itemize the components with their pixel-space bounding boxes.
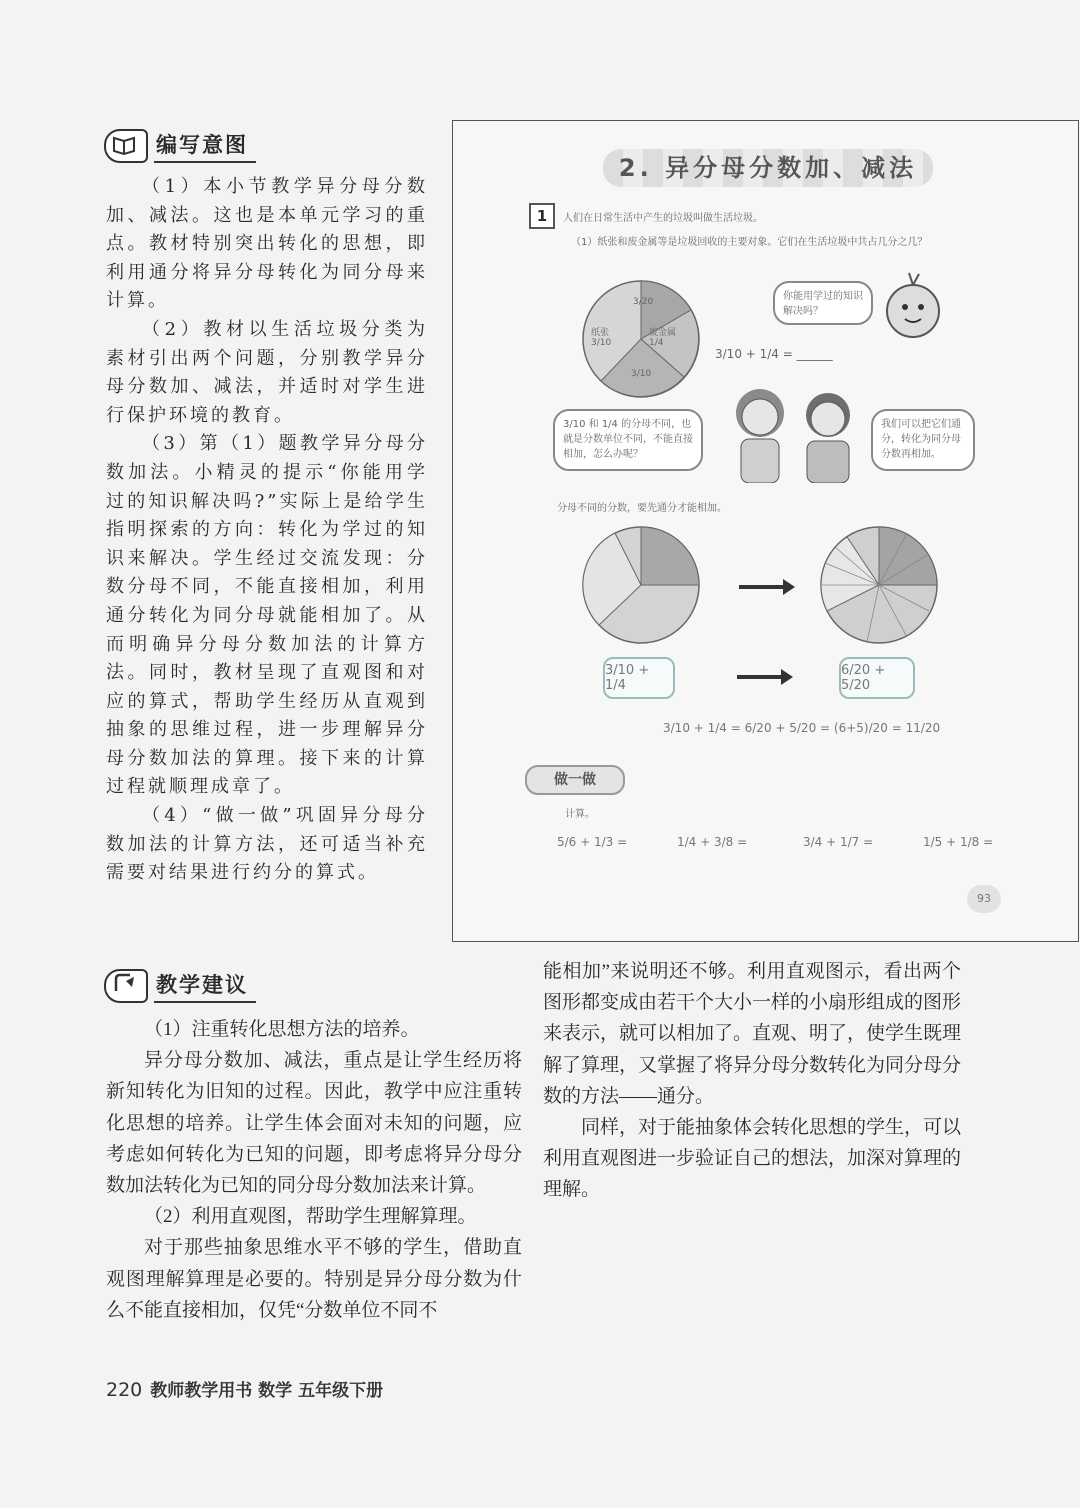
example-subquestion: （1）纸张和废金属等是垃圾回收的主要对象。它们在生活垃圾中共占几分之几？ [571,237,928,248]
suggestion-heading: （2）利用直观图，帮助学生理解算理。 [144,1206,477,1228]
pie-label: 3/20 [633,297,654,307]
boy-speech-bubble: 我们可以把它们通分，转化为同分母分数再相加。 [871,409,975,471]
book-icon [104,129,148,163]
exercise-item: 1/5 + 1/8 = [923,835,994,849]
exercise-item: 1/4 + 3/8 = [677,835,748,849]
page-footer [106,1376,383,1401]
compute-label: 计算。 [565,809,595,820]
suggestion-paragraph: 异分母分数加、减法，重点是让学生经历将新知转化为旧知的过程。因此，教学中应注重转化思想的培养。让学生体会面对未知的问题，应考虑如何转化为已知的问题，即考虑将异分母分数加法转化为已知的同分母分数加法来计算。 [106,1050,522,1197]
arrow-icon [737,675,785,679]
example-number-badge [529,203,555,229]
intent-paragraph: （2）教材以生活垃圾分类为素材引出两个问题，分别教学异分母分数加、减法，并适时对学生进行保护环境的教育。 [106,318,428,426]
page-number: 220 [106,1379,143,1401]
exercise-item: 3/4 + 1/7 = [803,835,874,849]
pie-label: 废金属 1/4 [649,328,677,348]
section-header-intent [104,128,256,164]
teaching-icon [104,969,148,1003]
arrow-icon [739,585,787,589]
textbook-title: 2. 异分母分数加、减法 [603,149,933,187]
suggestion-paragraph: 对于那些抽象思维水平不够的学生，借助直观图理解算理是必要的。特别是异分母分数为什么不能直接相加，仅凭“分数单位不同不 [106,1237,522,1321]
textbook-page-number [967,885,1001,913]
section-title: 编写意图 [154,129,256,163]
formula-blank: 3/10 + 1/4 = ______ [715,347,833,361]
textbook-page-image [452,120,1079,942]
pie-after [817,525,941,645]
suggestions-right-column [543,956,961,1206]
intent-paragraph: （3）第（1）题教学异分母分数加法。小精灵的提示“你能用学过的知识解决吗?”实际上是给学生指明探索的方向：转化为学过的知识来解决。学生经过交流发现：分数分母不同，不能直接相加，利用通分转化为同分母就能相加了。从而明确异分母分数加法的计算方法。同时，教材呈现了直观图和对应的算式，帮助学生经历从直观到抽象的思维过程，进一步理解异分母分数加法的算理。接下来的计算过程就顺理成章了。 [106,433,428,798]
section-title: 教学建议 [154,969,256,1003]
boy-illustration [793,387,863,483]
equation-left: 3/10 + 1/4 [605,663,650,693]
rule-text: 分母不同的分数，要先通分才能相加。 [557,503,727,514]
suggestion-paragraph: 能相加”来说明还不够。利用直观图示，看出两个图形都变成由若干个大小一样的小扇形组成的图形来表示，就可以相加了。直观、明了，使学生既理解了算理，又掌握了将异分母分数转化为同分母分数的方法——通分。 [543,961,962,1107]
section-header-suggestions [104,968,256,1004]
girl-speech-bubble: 3/10 和 1/4 的分母不同，也就是分数单位不同，不能直接相加，怎么办呢？ [553,409,703,471]
exercise-item: 5/6 + 1/3 = [557,835,628,849]
elf-icon [879,271,947,347]
equation-right: 6/20 + 5/20 [841,663,886,693]
pie-label: 纸张 3/10 [591,328,612,348]
intent-paragraph: （4）“做一做”巩固异分母分数加法的计算方法，还可适当补充需要对结果进行约分的算式。 [106,805,428,884]
hint-bubble: 你能用学过的知识解决吗？ [773,281,873,325]
equation-box-left [603,657,675,699]
intent-paragraph: （1）本小节教学异分母分数加、减法。这也是本单元学习的重点。教材特别突出转化的思想，即利用通分将异分母转化为同分母来计算。 [106,176,428,312]
pie-label: 3/10 [631,369,652,379]
equation-box-right [839,657,915,699]
do-it-text: 做一做 [554,772,596,788]
pie-before [581,525,701,645]
example-question: 人们在日常生活中产生的垃圾叫做生活垃圾。 [563,213,763,224]
example-number: 1 [536,207,548,225]
do-it-label [525,765,625,795]
suggestions-left-column [106,1014,522,1326]
girl-illustration [725,383,795,483]
book-title: 教师教学用书 数学 五年级下册 [150,1381,384,1401]
textbook-page-number-text: 93 [977,892,991,905]
suggestion-paragraph: 同样，对于能抽象体会转化思想的学生，可以利用直观图进一步验证自己的想法，加深对算理的理解。 [543,1117,962,1201]
suggestion-heading: （1）注重转化思想方法的培养。 [144,1019,420,1040]
full-equation: 3/10 + 1/4 = 6/20 + 5/20 = (6+5)/20 = 11/20 [663,721,941,735]
intent-text [106,173,428,888]
